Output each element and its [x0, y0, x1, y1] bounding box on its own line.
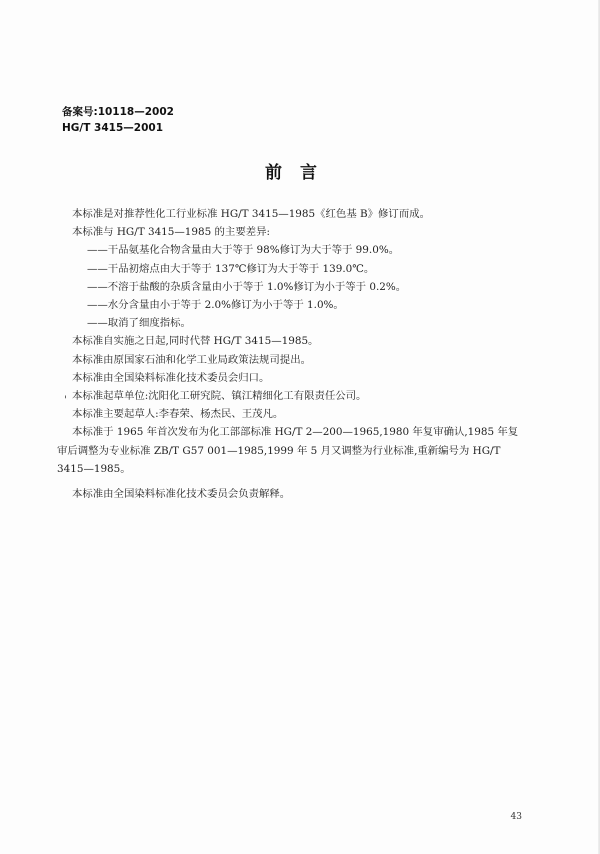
list-item: ——干品氨基化合物含量由大于等于 98%修订为大于等于 99.0%。 [87, 244, 400, 257]
list-item: ——取消了细度指标。 [87, 317, 191, 330]
paragraph: 本标准由全国染料标准化技术委员会负责解释。 [72, 488, 291, 501]
list-item: ——不溶于盐酸的杂质含量由小于等于 1.0%修订为小于等于 0.2%。 [87, 280, 407, 293]
standard-code: HG/T 3415—2001 [62, 122, 164, 134]
paragraph: 本标准与 HG/T 3415—1985 的主要差异: [72, 226, 270, 239]
paragraph: 本标准自实施之日起,同时代替 HG/T 3415—1985。 [72, 335, 319, 348]
foreword-body [57, 205, 522, 503]
record-number: 备案号:10118—2002 [62, 106, 174, 118]
margin-mark: ' [64, 395, 67, 406]
paragraph: 本标准主要起草人:李春荣、杨杰民、王茂凡。 [72, 408, 284, 421]
page-number: 43 [510, 812, 522, 822]
list-item: ——干品初熔点由大于等于 137℃修订为大于等于 139.0℃。 [87, 262, 375, 275]
paragraph: 本标准是对推荐性化工行业标准 HG/T 3415—1985《红色基 B》修订而成。 [72, 208, 430, 220]
paragraph: 本标准由原国家石油和化学工业局政策法规司提出。 [72, 353, 311, 366]
document-header [62, 104, 174, 136]
page-title: 前言 [265, 163, 335, 183]
paragraph: 本标准起草单位:沈阳化工研究院、镇江精细化工有限责任公司。 [72, 390, 367, 403]
paragraph: 本标准于 1965 年首次发布为化工部部标准 HG/T 2—200—1965,1980 年复审确认,1985 年复审后调整为专业标准 ZB/T G57 001—1985,1999 年 5 月又调整为行业标准,重新编号为 HG/T 3415—1985。 [57, 426, 519, 475]
list-item: ——水分含量由小于等于 2.0%修订为小于等于 1.0%。 [87, 299, 344, 312]
paragraph: 本标准由全国染料标准化技术委员会归口。 [72, 371, 270, 384]
